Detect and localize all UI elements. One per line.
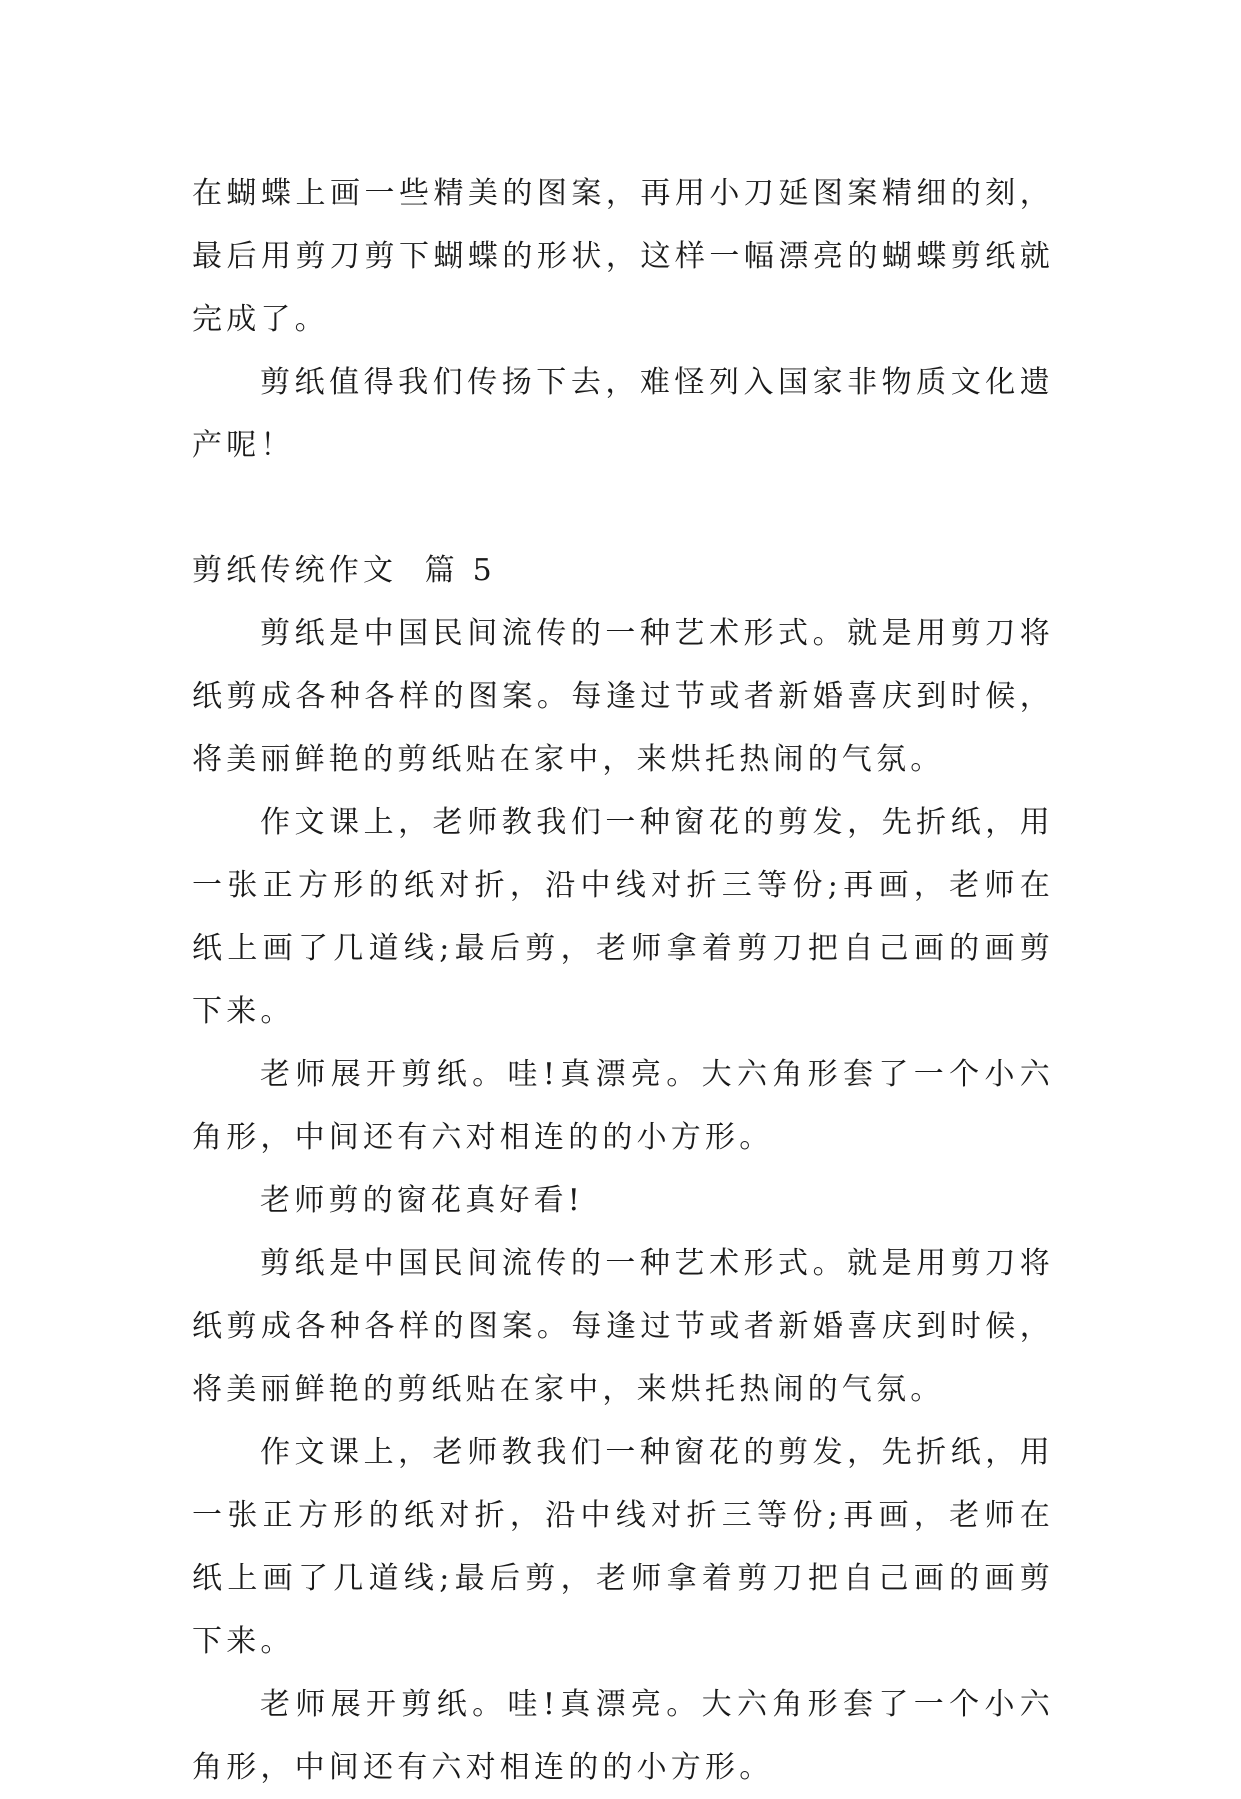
document-page <box>192 162 1054 1799</box>
paragraph-5: 剪纸是中国民间流传的一种艺术形式。就是用剪刀将纸剪成各种各样的图案。每逢过节或者新婚喜庆到时候，将美丽鲜艳的剪纸贴在家中，来烘托热闹的气氛。 <box>192 1246 1054 1407</box>
paragraph-2: 作文课上，老师教我们一种窗花的剪发，先折纸，用一张正方形的纸对折，沿中线对折三等份;再画，老师在纸上画了几道线;最后剪，老师拿着剪刀把自己画的画剪下来。 <box>192 805 1054 1029</box>
section-spacer <box>192 477 1054 539</box>
paragraph-heritage: 剪纸值得我们传扬下去，难怪列入国家非物质文化遗产呢！ <box>192 365 1054 463</box>
paragraph-7: 老师展开剪纸。哇!真漂亮。大六角形套了一个小六角形，中间还有六对相连的的小方形。 <box>192 1687 1054 1785</box>
paragraph-6: 作文课上，老师教我们一种窗花的剪发，先折纸，用一张正方形的纸对折，沿中线对折三等份;再画，老师在纸上画了几道线;最后剪，老师拿着剪刀把自己画的画剪下来。 <box>192 1435 1054 1659</box>
paragraph-butterfly-continuation: 在蝴蝶上画一些精美的图案，再用小刀延图案精细的刻，最后用剪刀剪下蝴蝶的形状，这样一幅漂亮的蝴蝶剪纸就完成了。 <box>192 176 1054 337</box>
paragraph-3: 老师展开剪纸。哇!真漂亮。大六角形套了一个小六角形，中间还有六对相连的的小方形。 <box>192 1057 1054 1155</box>
paragraph-1: 剪纸是中国民间流传的一种艺术形式。就是用剪刀将纸剪成各种各样的图案。每逢过节或者新婚喜庆到时候，将美丽鲜艳的剪纸贴在家中，来烘托热闹的气氛。 <box>192 616 1054 777</box>
paragraph-4: 老师剪的窗花真好看! <box>260 1183 585 1218</box>
section-heading: 剪纸传统作文 篇 5 <box>192 553 496 588</box>
